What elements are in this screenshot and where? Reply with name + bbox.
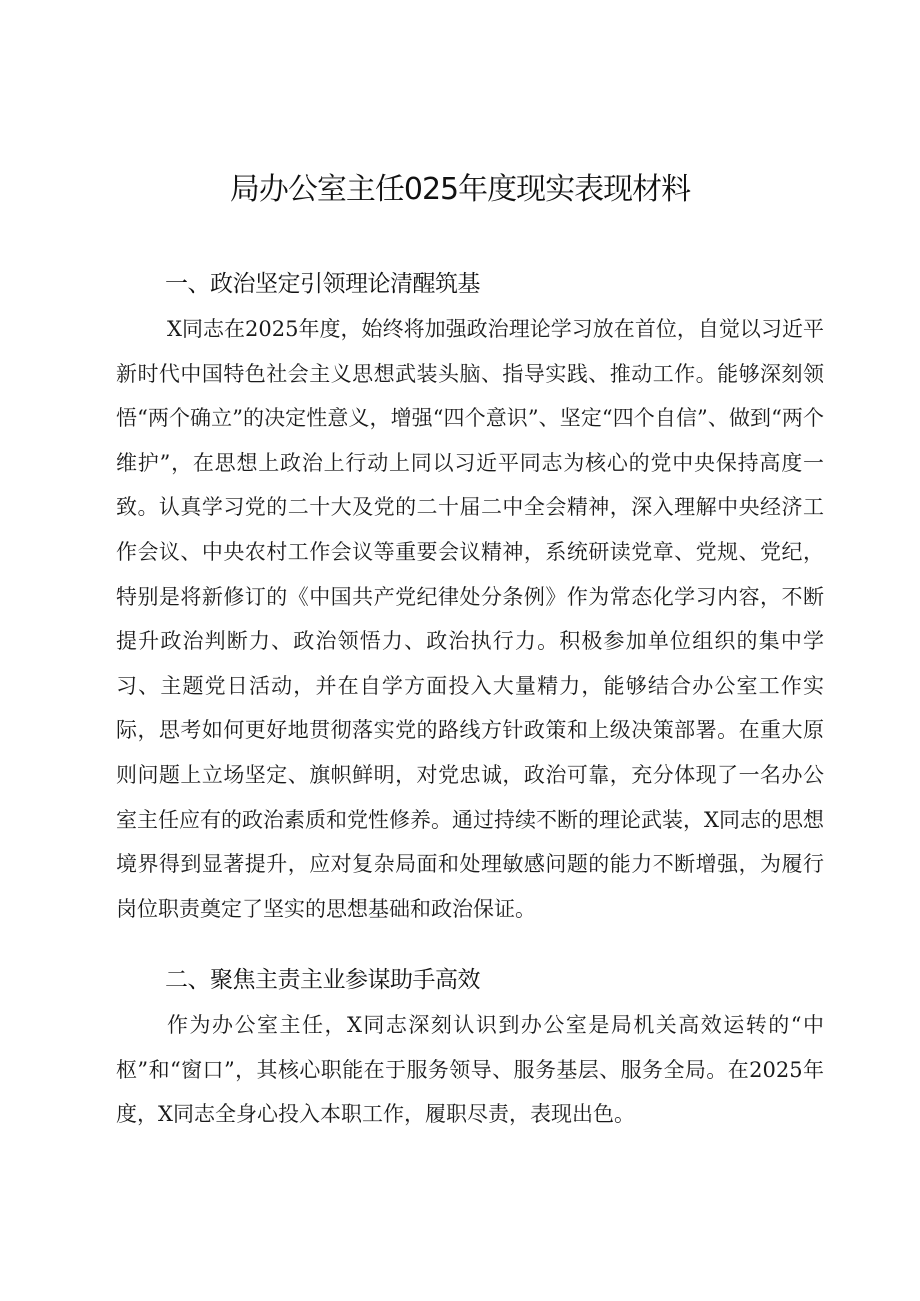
document-title: 局办公室主任025年度现实表现材料 (229, 172, 691, 207)
section-paragraph-1: X同志在2025年度，始终将加强政治理论学习放在首位，自觉以习近平新时代中国特色社会主义思想武装头脑、指导实践、推动工作。能够深刻领悟“两个确立”的决定性意义，增强“四个意识”、坚定“四个自信”、做到“两个维护”，在思想上政治上行动上同以习近平同志为核心的党中央保持高度一致。认真学习党的二十大及党的二十届二中全会精神，深入理解中央经济工作会议、中央农村工作会议等重要会议精神，系统研读党章、党规、党纪，特别是将新修订的《中国共产党纪律处分条例》作为常态化学习内容，不断提升政治判断力、政治领悟力、政治执行力。积极参加单位组织的集中学习、主题党日活动，并在自学方面投入大量精力，能够结合办公室工作实际，思考如何更好地贯彻落实党的路线方针政策和上级决策部署。在重大原则问题上立场坚定、旗帜鲜明，对党忠诚，政治可靠，充分体现了一名办公室主任应有的政治素质和党性修养。通过持续不断的理论武装，X同志的思想境界得到显著提升，应对复杂局面和处理敏感问题的能力不断增强，为履行岗位职责奠定了坚实的思想基础和政治保证。 (116, 317, 824, 921)
section-paragraph-2: 作为办公室主任，X同志深刻认识到办公室是局机关高效运转的“中枢”和“窗口”，其核心职能在于服务领导、服务基层、服务全局。在2025年度，X同志全身心投入本职工作，履职尽责，表现出色。 (116, 1013, 824, 1127)
section-heading-2: 二、聚焦主责主业参谋助手高效 (165, 967, 480, 993)
section-heading-1: 一、政治坚定引领理论清醒筑基 (165, 271, 480, 297)
